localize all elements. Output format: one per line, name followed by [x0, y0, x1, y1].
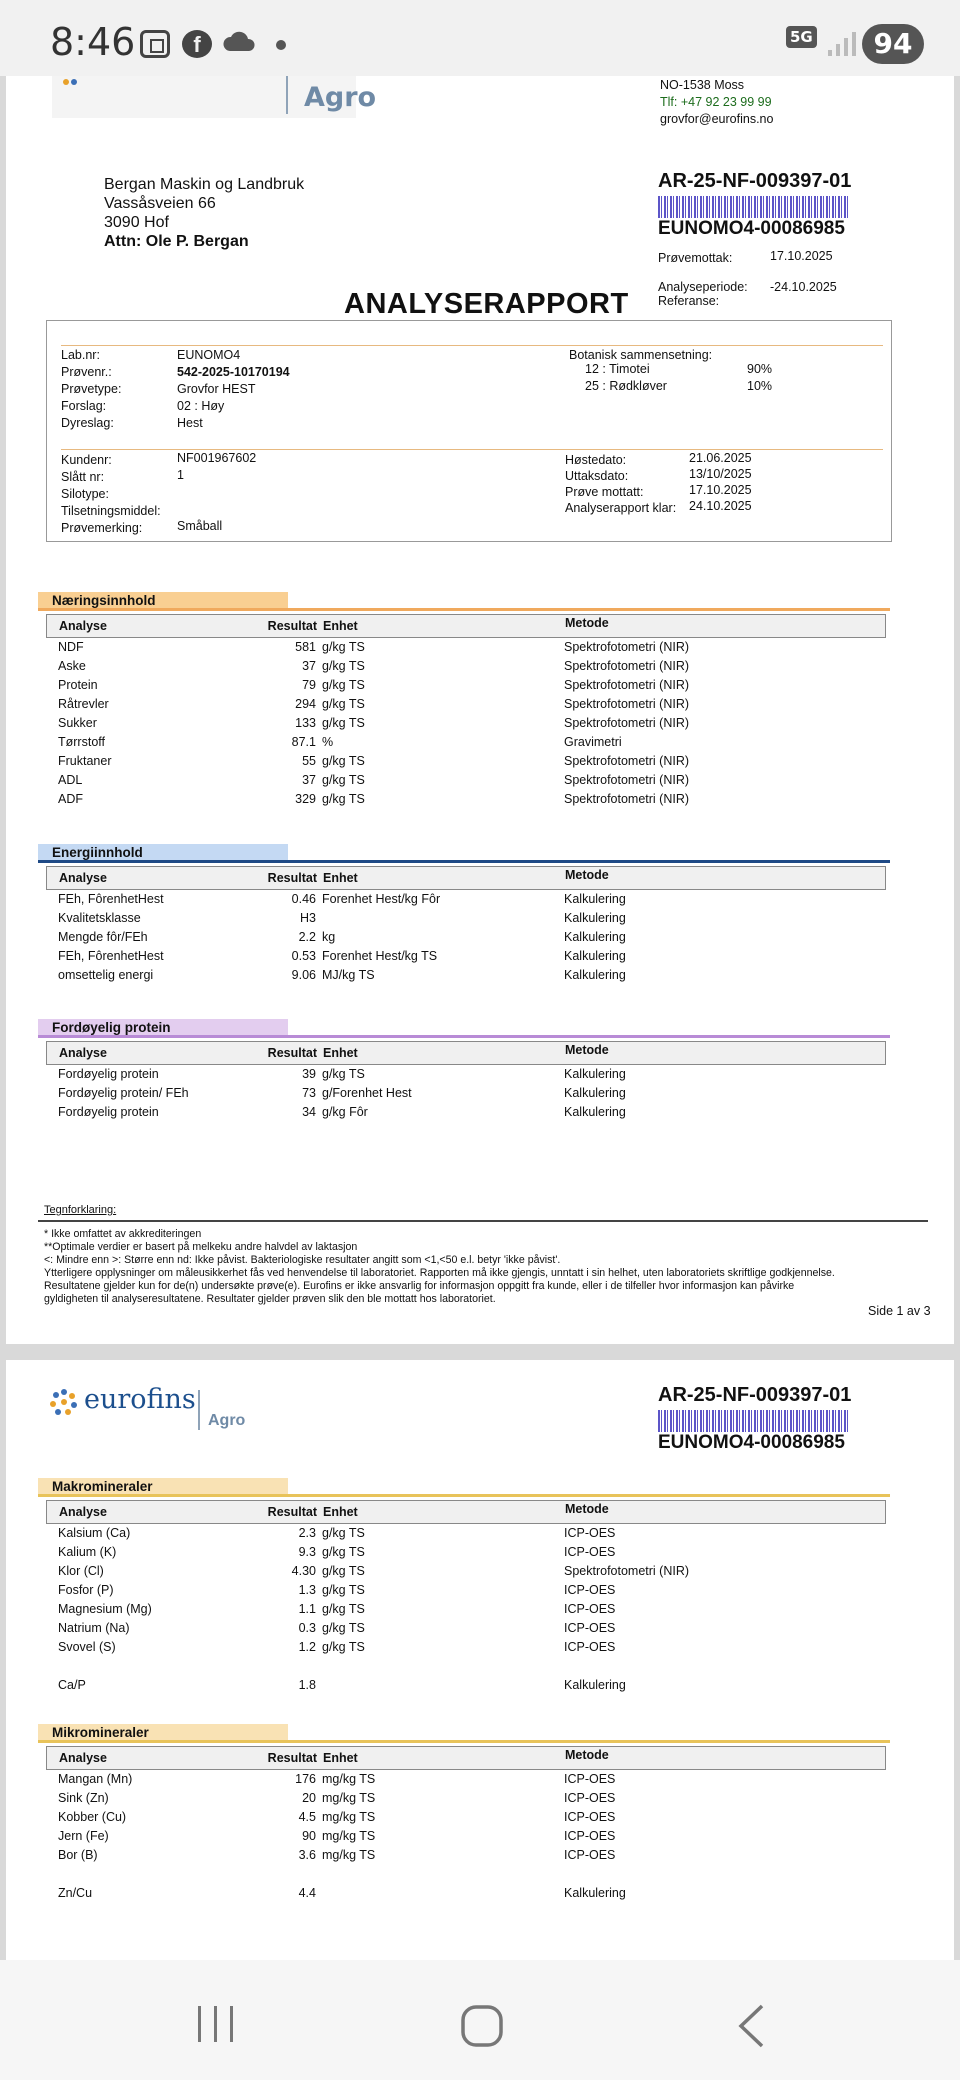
- customer-attn: Attn: Ole P. Bergan: [104, 233, 249, 250]
- column-header-result: Resultat: [267, 1046, 317, 1060]
- cell-result: 20: [302, 1791, 316, 1805]
- table-header: [46, 866, 886, 890]
- cell-unit: mg/kg TS: [322, 1810, 376, 1824]
- cell-analyse: Bor (B): [58, 1848, 98, 1862]
- section-divider: [38, 608, 890, 611]
- cell-method: Kalkulering: [564, 930, 626, 944]
- cell-method: ICP-OES: [564, 1545, 616, 1559]
- section-title: Fordøyelig protein: [38, 1019, 288, 1037]
- cell-analyse: Kalsium (Ca): [58, 1526, 131, 1540]
- table-row: [46, 1526, 886, 1545]
- cell-method: ICP-OES: [564, 1526, 616, 1540]
- legend-line: Ytterligere opplysninger om måleusikkerhet fås ved henvendelse til laboratoriet. Rapporten må ikke gjengis, unntatt i sin helhet, uten laboratoriets skriftlige godkjennelse.: [44, 1267, 835, 1279]
- column-header-analyse: Analyse: [59, 1505, 107, 1519]
- cell-result: 329: [295, 792, 316, 806]
- cell-method: ICP-OES: [564, 1791, 616, 1805]
- cell-result: 4.30: [291, 1564, 316, 1578]
- info-value: NF001967602: [177, 451, 257, 465]
- table-row: [46, 1659, 886, 1678]
- section-divider: [38, 860, 890, 863]
- cell-method: Spektrofotometri (NIR): [564, 659, 690, 673]
- cell-analyse: Protein: [58, 678, 98, 692]
- info-label: Forslag:: [61, 399, 107, 413]
- info-value: 24.10.2025: [689, 499, 752, 513]
- botanical-title: Botanisk sammensetning:: [569, 348, 713, 362]
- cell-result: 9.3: [298, 1545, 316, 1559]
- battery-indicator: 94: [862, 24, 924, 64]
- cell-result: 37: [302, 659, 316, 673]
- barcode: [658, 1410, 850, 1432]
- cell-analyse: FEh, FôrenhetHest: [58, 949, 164, 963]
- customer-name: Bergan Maskin og Landbruk: [104, 176, 305, 193]
- info-label: Høstedato:: [565, 453, 627, 467]
- cell-unit: g/kg TS: [322, 1067, 365, 1081]
- info-value: EUNOMO4: [177, 348, 241, 362]
- table-row: [46, 1564, 886, 1583]
- legend-line: * Ikke omfattet av akkrediteringen: [44, 1228, 202, 1240]
- sample-code: EUNOMO4-00086985: [658, 218, 845, 239]
- cell-analyse: Fordøyelig protein: [58, 1067, 159, 1081]
- report-page-1: [6, 76, 954, 1344]
- info-label: Silotype:: [61, 487, 109, 501]
- lab-phone: Tlf: +47 92 23 99 99: [660, 95, 772, 109]
- cell-unit: g/kg TS: [322, 1583, 365, 1597]
- botanical-percent: 10%: [747, 379, 773, 393]
- logo-agro: Agro: [208, 1412, 246, 1429]
- status-time: 8:46: [50, 20, 136, 64]
- report-number: AR-25-NF-009397-01: [658, 1384, 852, 1406]
- section-title: Makromineraler: [38, 1478, 288, 1496]
- table-row: [46, 640, 886, 659]
- cell-unit: g/kg TS: [322, 697, 365, 711]
- table-row: [46, 697, 886, 716]
- column-header-method: Metode: [565, 1748, 609, 1762]
- info-value: 02 : Høy: [177, 399, 225, 413]
- cell-unit: Forenhet Hest/kg Fôr: [322, 892, 441, 906]
- cell-unit: g/kg TS: [322, 1640, 365, 1654]
- section-divider: [38, 1494, 890, 1497]
- table-row: [46, 1848, 886, 1867]
- cell-analyse: Kvalitetsklasse: [58, 911, 141, 925]
- info-value: 21.06.2025: [689, 451, 752, 465]
- table-row: [46, 930, 886, 949]
- legend-line: gyldigheten til analyseresultatene. Resultater gjelder prøven slik den ble mottatt hos laboratoriet.: [44, 1293, 496, 1305]
- cell-result: 79: [302, 678, 316, 692]
- cell-unit: mg/kg TS: [322, 1848, 376, 1862]
- cell-analyse: Sukker: [58, 716, 97, 730]
- table-row: [46, 1621, 886, 1640]
- cell-unit: mg/kg TS: [322, 1791, 376, 1805]
- cell-method: Spektrofotometri (NIR): [564, 678, 690, 692]
- cell-analyse: Fosfor (P): [58, 1583, 114, 1597]
- cell-result: 55: [302, 754, 316, 768]
- dot-icon: [276, 40, 286, 50]
- section-divider: [38, 1035, 890, 1038]
- cell-method: Kalkulering: [564, 892, 626, 906]
- cell-unit: g/kg Fôr: [322, 1105, 368, 1119]
- cell-result: 1.3: [298, 1583, 316, 1597]
- table-row: [46, 1602, 886, 1621]
- eurofins-logo: [50, 1386, 290, 1436]
- cell-result: 4.4: [298, 1886, 316, 1900]
- info-label: Prøvenr.:: [61, 365, 112, 379]
- legend-line: Resultatene gjelder kun for de(n) undersøkte prøve(e). Eurofins er ikke ansvarlig for informasjon oppgitt fra kunde, eller i de tilfeller hvor informasjon kan påvirke: [44, 1280, 795, 1292]
- cell-unit: Forenhet Hest/kg TS: [322, 949, 438, 963]
- cell-unit: g/kg TS: [322, 716, 365, 730]
- cell-result: 73: [302, 1086, 316, 1100]
- network-5g-icon: 5G: [786, 26, 817, 48]
- cell-method: Spektrofotometri (NIR): [564, 754, 690, 768]
- report-number: AR-25-NF-009397-01: [658, 170, 852, 192]
- table-row: [46, 1640, 886, 1659]
- table-header: [46, 1746, 886, 1770]
- botanical-percent: 90%: [747, 362, 773, 376]
- back-icon[interactable]: [736, 2004, 766, 2048]
- cell-method: Kalkulering: [564, 1067, 626, 1081]
- cell-analyse: Tørrstoff: [58, 735, 105, 749]
- info-label: Dyreslag:: [61, 416, 114, 430]
- cell-unit: g/kg TS: [322, 1621, 365, 1635]
- table-row: [46, 1086, 886, 1105]
- column-header-unit: Enhet: [323, 1751, 358, 1765]
- table-row: [46, 1105, 886, 1124]
- table-row: [46, 678, 886, 697]
- cell-result: 2.2: [298, 930, 316, 944]
- column-header-analyse: Analyse: [59, 871, 107, 885]
- column-header-unit: Enhet: [323, 1505, 358, 1519]
- table-row: [46, 1067, 886, 1086]
- cell-analyse: Jern (Fe): [58, 1829, 109, 1843]
- table-row: [46, 754, 886, 773]
- cell-result: 9.06: [291, 968, 316, 982]
- info-label: Tilsetningsmiddel:: [61, 504, 161, 518]
- info-label: Prøve mottatt:: [565, 485, 644, 499]
- cell-result: 87.1: [291, 735, 316, 749]
- cell-analyse: Klor (Cl): [58, 1564, 104, 1578]
- lab-address: NO-1538 Moss: [660, 78, 745, 92]
- cell-analyse: Natrium (Na): [58, 1621, 130, 1635]
- column-header-analyse: Analyse: [59, 619, 107, 633]
- table-row: [46, 773, 886, 792]
- facebook-icon: f: [182, 30, 212, 58]
- info-label: Analyserapport klar:: [565, 501, 677, 515]
- cell-analyse: NDF: [58, 640, 84, 654]
- table-row: [46, 792, 886, 811]
- cell-result: H3: [300, 911, 316, 925]
- table-row: [46, 1829, 886, 1848]
- info-value: Småball: [177, 519, 223, 533]
- legend-line: **Optimale verdier er basert på melkeku andre halvdel av laktasjon: [44, 1241, 358, 1253]
- cell-analyse: Mangan (Mn): [58, 1772, 133, 1786]
- status-bar: [0, 0, 960, 76]
- cell-analyse: FEh, FôrenhetHest: [58, 892, 164, 906]
- cell-result: 1.8: [298, 1678, 316, 1692]
- cell-method: Kalkulering: [564, 1105, 626, 1119]
- cell-analyse: Fordøyelig protein: [58, 1105, 159, 1119]
- table-row: [46, 1678, 886, 1697]
- sample-info-box: [46, 320, 892, 542]
- cell-unit: g/kg TS: [322, 1526, 365, 1540]
- cell-result: 0.3: [298, 1621, 316, 1635]
- info-label: Lab.nr:: [61, 348, 100, 362]
- cell-method: Spektrofotometri (NIR): [564, 716, 690, 730]
- cell-analyse: Sink (Zn): [58, 1791, 109, 1805]
- cell-unit: g/kg TS: [322, 640, 365, 654]
- cell-method: ICP-OES: [564, 1848, 616, 1862]
- table-row: [46, 1791, 886, 1810]
- cell-unit: MJ/kg TS: [322, 968, 375, 982]
- column-header-result: Resultat: [267, 1751, 317, 1765]
- report-title: ANALYSERAPPORT: [344, 288, 629, 320]
- info-value: Hest: [177, 416, 203, 430]
- cell-result: 3.6: [298, 1848, 316, 1862]
- cell-method: ICP-OES: [564, 1829, 616, 1843]
- cloud-icon: [222, 30, 258, 52]
- cell-result: 176: [295, 1772, 316, 1786]
- cell-result: 1.2: [298, 1640, 316, 1654]
- cell-result: 1.1: [298, 1602, 316, 1616]
- eurofins-logo: [52, 76, 377, 118]
- info-value: Grovfor HEST: [177, 382, 256, 396]
- section-title: Energiinnhold: [38, 844, 288, 862]
- cell-result: 294: [295, 697, 316, 711]
- cell-method: ICP-OES: [564, 1583, 616, 1597]
- section-title: Næringsinnhold: [38, 592, 288, 610]
- cell-analyse: Kobber (Cu): [58, 1810, 127, 1824]
- logo-agro: Agro: [304, 82, 377, 113]
- cell-method: Spektrofotometri (NIR): [564, 792, 690, 806]
- cell-unit: kg: [322, 930, 336, 944]
- cell-unit: g/kg TS: [322, 1545, 365, 1559]
- cell-result: 0.46: [291, 892, 316, 906]
- cell-method: ICP-OES: [564, 1640, 616, 1654]
- botanical-species: 12 : Timotei: [585, 362, 650, 376]
- period-value: -24.10.2025: [770, 280, 837, 294]
- cell-result: 90: [302, 1829, 316, 1843]
- column-header-analyse: Analyse: [59, 1046, 107, 1060]
- info-label: Prøvemerking:: [61, 521, 143, 535]
- cell-result: 39: [302, 1067, 316, 1081]
- home-icon[interactable]: [460, 2004, 504, 2048]
- cell-analyse: Ca/P: [58, 1678, 86, 1692]
- cell-result: 37: [302, 773, 316, 787]
- section-divider: [38, 1740, 890, 1743]
- page-number: Side 1 av 3: [868, 1304, 931, 1318]
- info-value: 1: [177, 468, 184, 482]
- barcode: [658, 196, 850, 218]
- table-header: [46, 1041, 886, 1065]
- column-header-analyse: Analyse: [59, 1751, 107, 1765]
- column-header-result: Resultat: [267, 1505, 317, 1519]
- info-label: Prøvetype:: [61, 382, 122, 396]
- table-row: [46, 1545, 886, 1564]
- cell-analyse: Kalium (K): [58, 1545, 117, 1559]
- legend-line: <: Mindre enn >: Større enn nd: Ikke påvist. Bakteriologiske resultater angitt som <1,<50 e.l. betyr 'ikke påvist'.: [44, 1254, 561, 1266]
- cell-analyse: Råtrevler: [58, 697, 109, 711]
- cell-method: Kalkulering: [564, 1678, 626, 1692]
- cell-analyse: Magnesium (Mg): [58, 1602, 152, 1616]
- column-header-method: Metode: [565, 868, 609, 882]
- info-label: Kundenr:: [61, 453, 112, 467]
- cell-result: 581: [295, 640, 316, 654]
- table-row: [46, 735, 886, 754]
- column-header-unit: Enhet: [323, 1046, 358, 1060]
- cell-analyse: ADL: [58, 773, 83, 787]
- cell-method: Kalkulering: [564, 911, 626, 925]
- table-row: [46, 949, 886, 968]
- sample-code: EUNOMO4-00086985: [658, 1432, 845, 1453]
- cell-method: Spektrofotometri (NIR): [564, 1564, 690, 1578]
- logo-dots-icon: [62, 78, 82, 86]
- cell-analyse: omsettelig energi: [58, 968, 154, 982]
- customer-city: 3090 Hof: [104, 214, 169, 231]
- legend-title: Tegnforklaring:: [44, 1204, 117, 1216]
- cell-analyse: Fordøyelig protein/ FEh: [58, 1086, 189, 1100]
- cell-method: ICP-OES: [564, 1810, 616, 1824]
- cell-unit: g/kg TS: [322, 1564, 365, 1578]
- received-value: 17.10.2025: [770, 249, 833, 263]
- cell-result: 0.53: [291, 949, 316, 963]
- cell-method: Kalkulering: [564, 1886, 626, 1900]
- column-header-result: Resultat: [267, 871, 317, 885]
- table-row: [46, 968, 886, 987]
- info-value: 17.10.2025: [689, 483, 752, 497]
- info-label: Uttaksdato:: [565, 469, 629, 483]
- navigation-bar: [0, 1960, 960, 2080]
- table-header: [46, 1500, 886, 1524]
- cell-method: ICP-OES: [564, 1602, 616, 1616]
- report-page-2: [6, 1360, 954, 1960]
- cell-unit: g/Forenhet Hest: [322, 1086, 412, 1100]
- column-header-unit: Enhet: [323, 619, 358, 633]
- botanical-species: 25 : Rødkløver: [585, 379, 667, 393]
- cell-method: Kalkulering: [564, 949, 626, 963]
- table-row: [46, 716, 886, 735]
- recent-apps-icon[interactable]: [194, 2004, 238, 2044]
- cell-method: Spektrofotometri (NIR): [564, 697, 690, 711]
- info-value: 13/10/2025: [689, 467, 752, 481]
- reference-label: Referanse:: [658, 294, 720, 308]
- signal-icon: [826, 30, 866, 58]
- table-header: [46, 614, 886, 638]
- cell-unit: g/kg TS: [322, 659, 365, 673]
- cell-result: 133: [295, 716, 316, 730]
- table-row: [46, 1886, 886, 1905]
- cell-unit: g/kg TS: [322, 773, 365, 787]
- column-header-method: Metode: [565, 616, 609, 630]
- cell-analyse: Svovel (S): [58, 1640, 116, 1654]
- period-label: Analyseperiode:: [658, 280, 748, 294]
- customer-street: Vassåsveien 66: [104, 195, 216, 212]
- cell-unit: g/kg TS: [322, 754, 365, 768]
- cell-method: Kalkulering: [564, 1086, 626, 1100]
- cell-method: Gravimetri: [564, 735, 622, 749]
- logo-word: eurofins: [84, 1384, 196, 1415]
- screenshot-icon: [140, 30, 170, 58]
- cell-unit: g/kg TS: [322, 678, 365, 692]
- table-row: [46, 1867, 886, 1886]
- cell-analyse: Zn/Cu: [58, 1886, 93, 1900]
- cell-method: ICP-OES: [564, 1772, 616, 1786]
- table-row: [46, 1583, 886, 1602]
- info-label: Slått nr:: [61, 470, 105, 484]
- table-row: [46, 911, 886, 930]
- logo-dots-icon: [50, 1388, 78, 1416]
- table-row: [46, 1772, 886, 1791]
- cell-analyse: Fruktaner: [58, 754, 112, 768]
- section-title: Mikromineraler: [38, 1724, 288, 1742]
- cell-method: Kalkulering: [564, 968, 626, 982]
- cell-unit: %: [322, 735, 334, 749]
- cell-method: Spektrofotometri (NIR): [564, 640, 690, 654]
- cell-method: Spektrofotometri (NIR): [564, 773, 690, 787]
- cell-analyse: ADF: [58, 792, 83, 806]
- legend-divider: [38, 1220, 928, 1222]
- cell-unit: g/kg TS: [322, 1602, 365, 1616]
- cell-analyse: Aske: [58, 659, 86, 673]
- cell-unit: mg/kg TS: [322, 1772, 376, 1786]
- column-header-unit: Enhet: [323, 871, 358, 885]
- column-header-method: Metode: [565, 1502, 609, 1516]
- received-label: Prøvemottak:: [658, 251, 733, 265]
- cell-analyse: Mengde fôr/FEh: [58, 930, 148, 944]
- info-value: 542-2025-10170194: [177, 365, 290, 379]
- cell-result: 4.5: [298, 1810, 316, 1824]
- cell-result: 2.3: [298, 1526, 316, 1540]
- table-row: [46, 659, 886, 678]
- table-row: [46, 1810, 886, 1829]
- table-row: [46, 892, 886, 911]
- column-header-result: Resultat: [267, 619, 317, 633]
- cell-unit: mg/kg TS: [322, 1829, 376, 1843]
- column-header-method: Metode: [565, 1043, 609, 1057]
- cell-unit: g/kg TS: [322, 792, 365, 806]
- cell-method: ICP-OES: [564, 1621, 616, 1635]
- cell-result: 34: [302, 1105, 316, 1119]
- lab-email: grovfor@eurofins.no: [660, 112, 774, 126]
